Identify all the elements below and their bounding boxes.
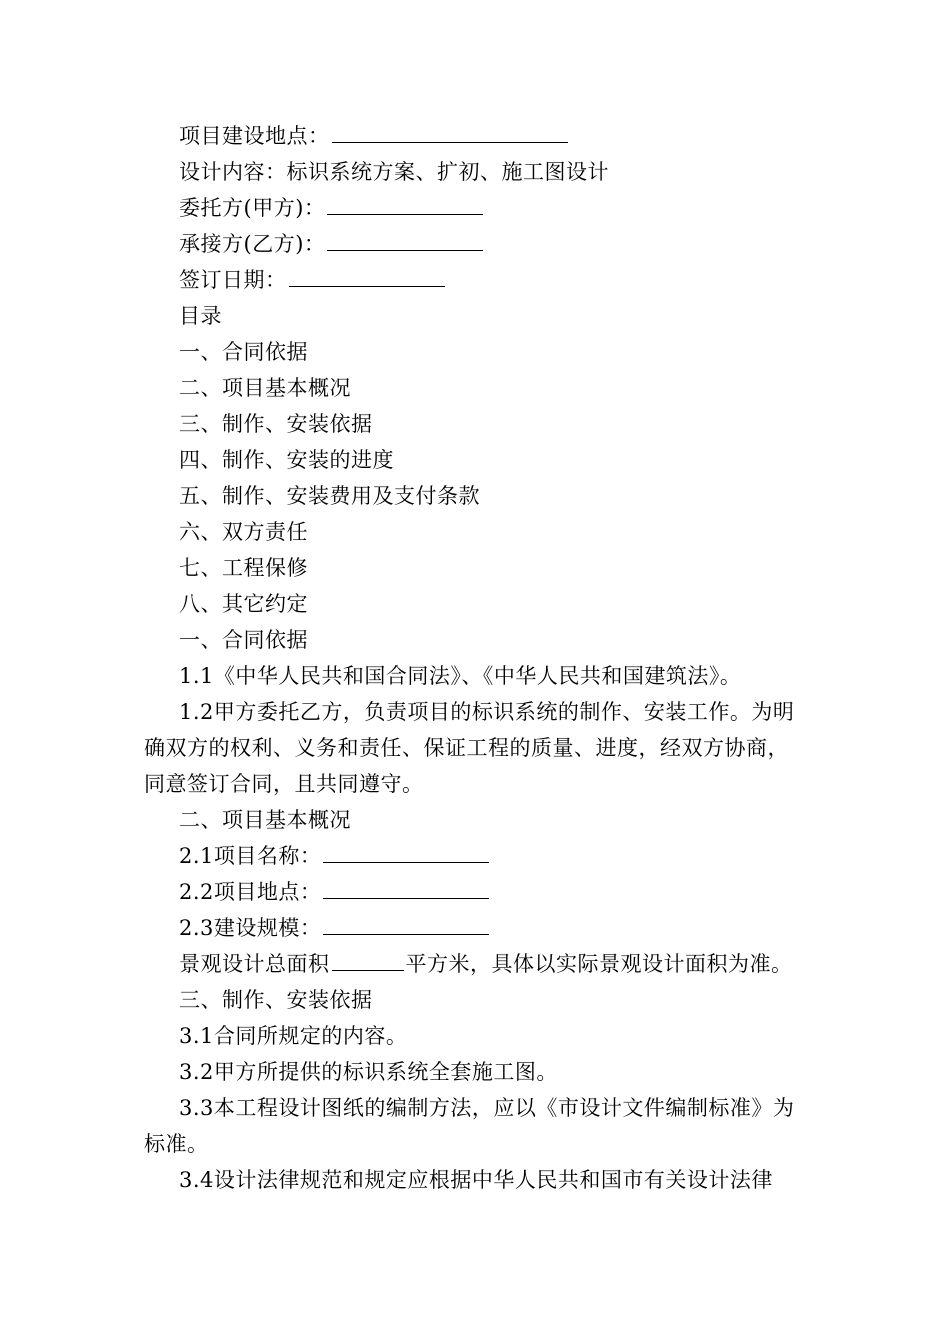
toc-title: 目录 [179,304,222,328]
section-1-paragraph: 1.1《中华人民共和国合同法》、《中华人民共和国建筑法》。 [179,664,742,688]
party-a-line [144,190,808,226]
sign-date-blank [289,268,445,287]
party-a-blank [327,196,483,215]
sign-date-line [144,262,808,298]
project-site-line [144,874,808,910]
section-2-title: 二、项目基本概况 [179,808,351,832]
section-3-paragraph: 3.3本工程设计图纸的编制方法，应以《市设计文件编制标准》为标准。 [144,1096,795,1156]
toc-item: 三、制作、安装依据 [179,412,373,436]
party-b-blank [327,232,483,251]
toc-item: 二、项目基本概况 [179,376,351,400]
sign-date-label: 签订日期： [179,268,287,292]
section-1-title: 一、合同依据 [179,628,308,652]
toc-item: 四、制作、安装的进度 [179,448,394,472]
section-3-title: 三、制作、安装依据 [179,988,373,1012]
project-name-label: 2.1项目名称： [179,844,322,868]
section-1-paragraph: 1.2甲方委托乙方，负责项目的标识系统的制作、安装工作。为明确双方的权利、义务和责任、保证工程的质量、进度，经双方协商，同意签订合同，且共同遵守。 [144,700,795,796]
toc-item: 一、合同依据 [179,340,308,364]
project-name-blank [323,844,489,863]
project-name-line [144,838,808,874]
project-location-blank [332,124,568,143]
project-site-blank [323,880,489,899]
toc-item: 八、其它约定 [179,592,308,616]
toc-item: 六、双方责任 [179,520,308,544]
project-site-label: 2.2项目地点： [179,880,322,904]
party-b-line [144,226,808,262]
project-scale-blank [323,916,489,935]
party-b-label: 承接方(乙方)： [179,232,326,256]
section-3-paragraph: 3.1合同所规定的内容。 [179,1024,408,1048]
document-body [144,118,808,1198]
section-3-paragraph: 3.4设计法律规范和规定应根据中华人民共和国市有关设计法律 [179,1168,773,1192]
section-3-paragraph: 3.2甲方所提供的标识系统全套施工图。 [179,1060,558,1084]
project-location-label: 项目建设地点： [179,124,330,148]
project-scale-label: 2.3建设规模： [179,916,322,940]
toc-item: 七、工程保修 [179,556,308,580]
project-location-line [144,118,808,154]
landscape-area-line [144,946,808,982]
landscape-area-prefix: 景观设计总面积 [179,952,330,976]
toc-item: 五、制作、安装费用及支付条款 [179,484,480,508]
landscape-area-blank [332,952,404,971]
party-a-label: 委托方(甲方)： [179,196,326,220]
project-scale-line [144,910,808,946]
landscape-area-suffix: 平方米，具体以实际景观设计面积为准。 [405,952,793,976]
design-content-line: 设计内容：标识系统方案、扩初、施工图设计 [179,160,609,184]
